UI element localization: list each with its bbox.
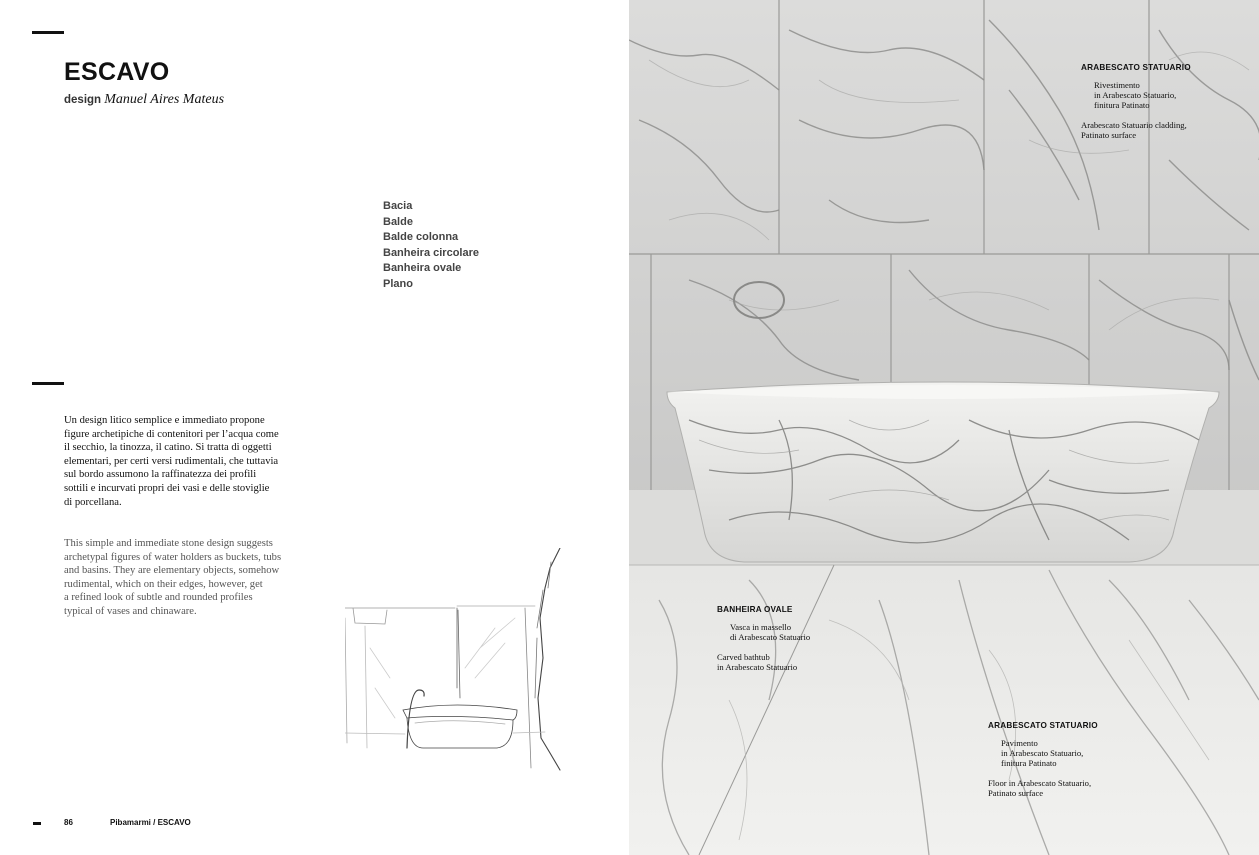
bathtub-sketch <box>345 548 570 778</box>
footer-mark <box>33 822 41 825</box>
product-item: Balde colonna <box>383 231 459 243</box>
caption-english: Carved bathtub in Arabescato Statuario <box>717 652 798 672</box>
section-rule <box>32 382 64 385</box>
page-number: 86 <box>64 818 73 827</box>
body-text-english: This simple and immediate stone design suggests archetypal figures of water holders as buckets, tubs and basins. They are elementary objects, somehow rudimental, which on their edges, however, get a refined look of subtle and rounded profiles typical of vases and chinaware. <box>64 538 282 617</box>
product-item: Plano <box>383 277 413 290</box>
caption-title: ARABESCATO STATUARIO <box>988 721 1098 730</box>
caption-title: BANHEIRA OVALE <box>717 605 793 614</box>
caption-title: ARABESCATO STATUARIO <box>1081 63 1191 72</box>
caption-italian: Rivestimento in Arabescato Statuario, finitura Patinato <box>1094 80 1177 110</box>
running-title: Pibamarmi / ESCAVO <box>110 818 191 827</box>
caption-italian: Vasca in massello di Arabescato Statuario <box>730 622 811 642</box>
caption-english: Arabescato Statuario cladding, Patinato surface <box>1081 120 1187 140</box>
designer-name: Manuel Aires Mateus <box>104 92 225 107</box>
product-list <box>383 199 479 292</box>
caption-bathtub <box>717 605 887 672</box>
design-prefix: design <box>64 94 102 106</box>
product-item: Banheira circolare <box>383 246 479 259</box>
designer-credit <box>64 92 224 108</box>
body-text-italian: Un design litico semplice e immediato propone figure archetipiche di contenitori per l’acqua come il secchio, la tinozza, il catino. Si tratta di oggetti elementari, per certi versi rudimentali, che tuttavia sul bordo assumono la raffinatezza dei profili sottili e incurvati propri dei vasi e delle stoviglie di porcellana. <box>64 415 279 508</box>
top-rule <box>32 31 64 34</box>
caption-english: Floor in Arabescato Statuario, Patinato surface <box>988 778 1092 798</box>
caption-floor <box>988 721 1158 798</box>
product-item: Banheira ovale <box>383 262 462 274</box>
page-title: ESCAVO <box>64 58 170 86</box>
caption-italian: Pavimento in Arabescato Statuario, finitura Patinato <box>1001 738 1084 768</box>
product-item: Bacia <box>383 200 413 212</box>
product-item: Balde <box>383 215 413 228</box>
caption-wall-cladding <box>1081 63 1251 140</box>
